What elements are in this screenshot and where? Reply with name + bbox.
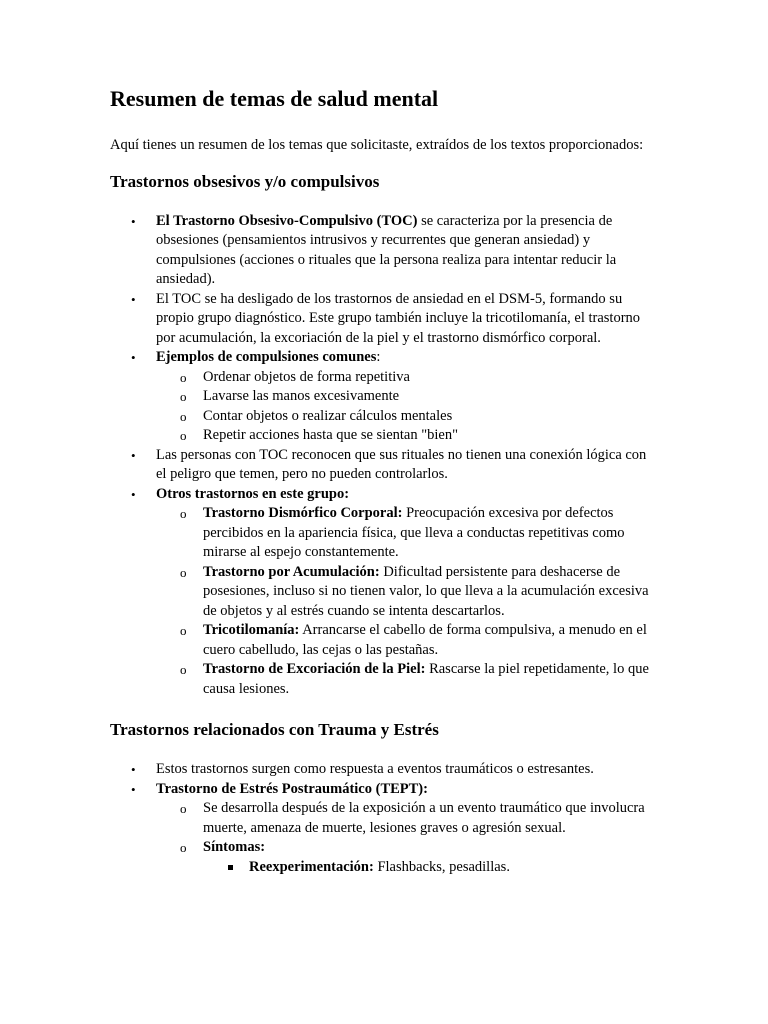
tept-list [156,799,660,877]
other-disorders-list [156,504,660,699]
item-text: El TOC se ha desligado de los trastornos de ansiedad en el DSM-5, formando su propio grupo diagnóstico. Este grupo también incluye la tricotilomanía, el trastorno por acumulación, la excoriación de la piel y el trastorno dismórfico corporal. [156,290,641,346]
list-item [156,368,660,388]
list-item [110,780,660,878]
list-item [156,426,660,446]
list-item [156,799,660,838]
item-text: Se desarrolla después de la exposición a un evento traumático que involucra muerte, amenaza de muerte, lesiones graves o agresión sexual. [203,800,645,836]
list-item [110,212,660,290]
item-text: Lavarse las manos excesivamente [203,388,400,404]
circle-bullet-icon: o [180,801,187,816]
list-item [156,387,660,407]
item-bold-text: Otros trastornos en este grupo: [156,485,350,502]
item-text: Estos trastornos surgen como respuesta a eventos traumáticos o estresantes. [156,761,594,777]
item-text: Preocupación excesiva por defectos percibidos en la apariencia física, que lleva a conductas repetitivas como mirarse al espejo constantemente. [203,505,625,560]
list-item [110,446,660,485]
bullet-icon: • [131,350,136,365]
item-bold-text: Trastorno por Acumulación: [203,563,380,580]
bullet-icon: • [131,213,136,229]
bullet-icon: • [131,762,136,777]
section-toc-list [110,212,660,700]
list-item [110,290,660,349]
list-item [156,504,660,563]
item-bold-text: El Trastorno Obsesivo-Compulsivo (TOC) [156,212,418,229]
circle-bullet-icon: o [180,389,187,404]
item-text: Ordenar objetos de forma repetitiva [203,368,410,385]
list-item [156,407,660,427]
item-text: Dificultad persistente para deshacerse de posesiones, incluso si no tienen valor, lo que lleva a la acumulación excesiva de objetos y al estrés cuando se intenta descartarlos. [203,563,649,619]
list-item [203,858,660,878]
section-heading-toc: Trastornos obsesivos y/o compulsivos [110,171,380,191]
list-item [156,621,660,660]
item-text: se caracteriza por la presencia de obsesiones (pensamientos intrusivos y recurrentes que generan ansiedad) y compulsiones (acciones o rituales que la persona realiza para intentar reducir la ansiedad). [156,212,617,287]
list-item [156,838,660,877]
bullet-icon: • [131,447,136,463]
section-spacer [110,699,660,718]
compulsion-examples-list [156,368,660,446]
circle-bullet-icon: o [180,623,187,638]
list-item [110,760,660,780]
item-bold-text: Ejemplos de compulsiones comunes [156,349,377,365]
circle-bullet-icon: o [180,662,187,677]
page-title: Resumen de temas de salud mental [110,86,439,111]
item-bold-text: Reexperimentación: [249,858,374,875]
item-text: Rascarse la piel repetidamente, lo que causa lesiones. [203,661,649,697]
item-bold-text: Trastorno de Excoriación de la Piel: [203,661,426,677]
list-item [156,660,660,699]
circle-bullet-icon: o [180,840,187,855]
item-text: Repetir acciones hasta que se sientan "bien" [203,427,459,443]
circle-bullet-icon: o [180,369,187,385]
item-bold-text: Tricotilomanía: [203,622,300,638]
bullet-icon: • [131,486,136,502]
square-bullet-icon [228,865,233,870]
list-item [110,485,660,700]
list-item [156,563,660,622]
item-bold-text: Síntomas: [203,839,266,855]
item-text: : [376,349,381,365]
circle-bullet-icon: o [180,428,187,443]
section-trauma-list [110,760,660,877]
circle-bullet-icon: o [180,408,187,424]
symptoms-list [203,858,660,878]
document-content [110,84,660,877]
item-text: Contar objetos o realizar cálculos mentales [203,407,453,424]
intro-paragraph: Aquí tienes un resumen de los temas que solicitaste, extraídos de los textos proporcionados: [110,137,644,153]
section-heading-trauma: Trastornos relacionados con Trauma y Estrés [110,720,439,739]
bullet-icon: • [131,291,136,307]
item-text: Flashbacks, pesadillas. [373,858,510,875]
bullet-icon: • [131,781,136,797]
item-text: Arrancarse el cabello de forma compulsiva, a menudo en el cuero cabelludo, las cejas o las pestañas. [203,622,647,658]
item-text: Las personas con TOC reconocen que sus rituales no tienen una conexión lógica con el peligro que temen, pero no pueden controlarlos. [156,446,647,482]
circle-bullet-icon: o [180,506,187,521]
item-bold-text: Trastorno de Estrés Postraumático (TEPT): [156,780,428,797]
item-bold-text: Trastorno Dismórfico Corporal: [203,505,403,521]
circle-bullet-icon: o [180,564,187,580]
list-item [110,348,660,446]
